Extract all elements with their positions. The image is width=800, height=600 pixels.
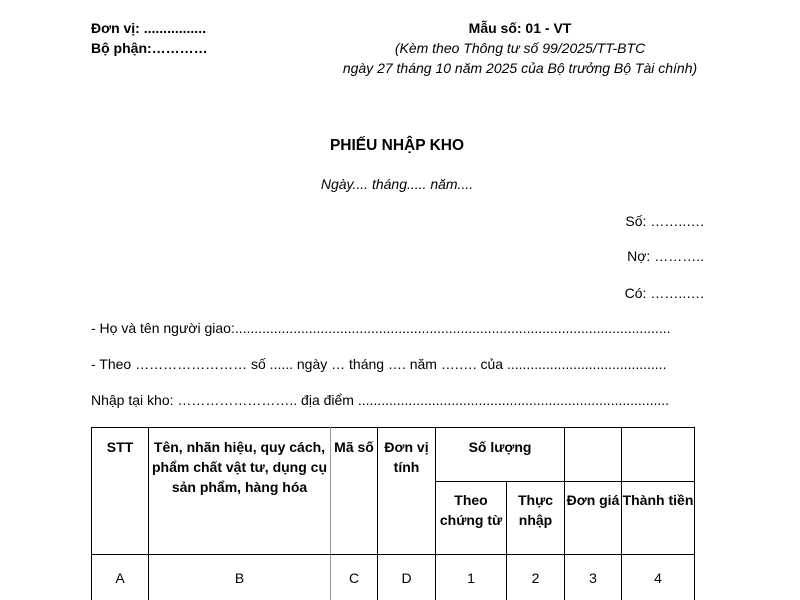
document-date-line: Ngày.... tháng..... năm.... <box>320 176 474 192</box>
header-unit-price: Đơn giá <box>565 482 622 555</box>
header-right <box>320 18 720 78</box>
header-total-top <box>622 428 695 482</box>
header-stt: STT <box>92 428 149 555</box>
header-left <box>91 18 208 58</box>
index-cell: B <box>149 555 331 600</box>
index-cell: 3 <box>565 555 622 600</box>
warehouse-line: Nhập tại kho: …………………….. địa điểm ................................................................................ <box>91 392 670 408</box>
index-cell: 4 <box>622 555 695 600</box>
header-qty-actual: Thực nhập <box>507 482 565 555</box>
index-cell: D <box>378 555 436 600</box>
legal-basis-line2: ngày 27 tháng 10 năm 2025 của Bộ trưởng Bộ Tài chính) <box>342 60 698 76</box>
header-qty-per-doc: Theo chứng từ <box>436 482 507 555</box>
department-label: Bộ phận:………… <box>91 40 208 56</box>
header-unit-price-top <box>565 428 622 482</box>
index-cell: C <box>331 555 378 600</box>
header-total: Thành tiền <box>622 482 695 555</box>
according-to-line: - Theo …………………… số ...... ngày … tháng …. năm ….…. của ......................................... <box>91 356 667 372</box>
header-code: Mã số <box>331 428 378 555</box>
header-unit: Đơn vị tính <box>378 428 436 555</box>
index-cell: 2 <box>507 555 565 600</box>
index-cell: 1 <box>436 555 507 600</box>
reference-debit: Nợ: ……….. <box>627 248 704 264</box>
table-header-row <box>92 428 695 482</box>
table-index-row <box>92 555 695 600</box>
index-cell: A <box>92 555 149 600</box>
legal-basis-line1: (Kèm theo Thông tư số 99/2025/TT-BTC <box>394 40 646 56</box>
unit-label: Đơn vị: ................ <box>91 20 206 36</box>
reference-number: Số: ……..…. <box>625 213 704 229</box>
form-number: Mẫu số: 01 - VT <box>468 20 572 36</box>
reference-credit: Có: ……..…. <box>624 285 704 301</box>
document-title: PHIẾU NHẬP KHO <box>329 137 465 154</box>
receipt-table <box>91 427 695 600</box>
header-item-name: Tên, nhãn hiệu, quy cách, phẩm chất vật tư, dụng cụ sản phẩm, hàng hóa <box>149 428 331 555</box>
deliverer-name-line: - Họ và tên người giao:................................................................................................................ <box>91 320 671 336</box>
header-quantity: Số lượng <box>436 428 565 482</box>
